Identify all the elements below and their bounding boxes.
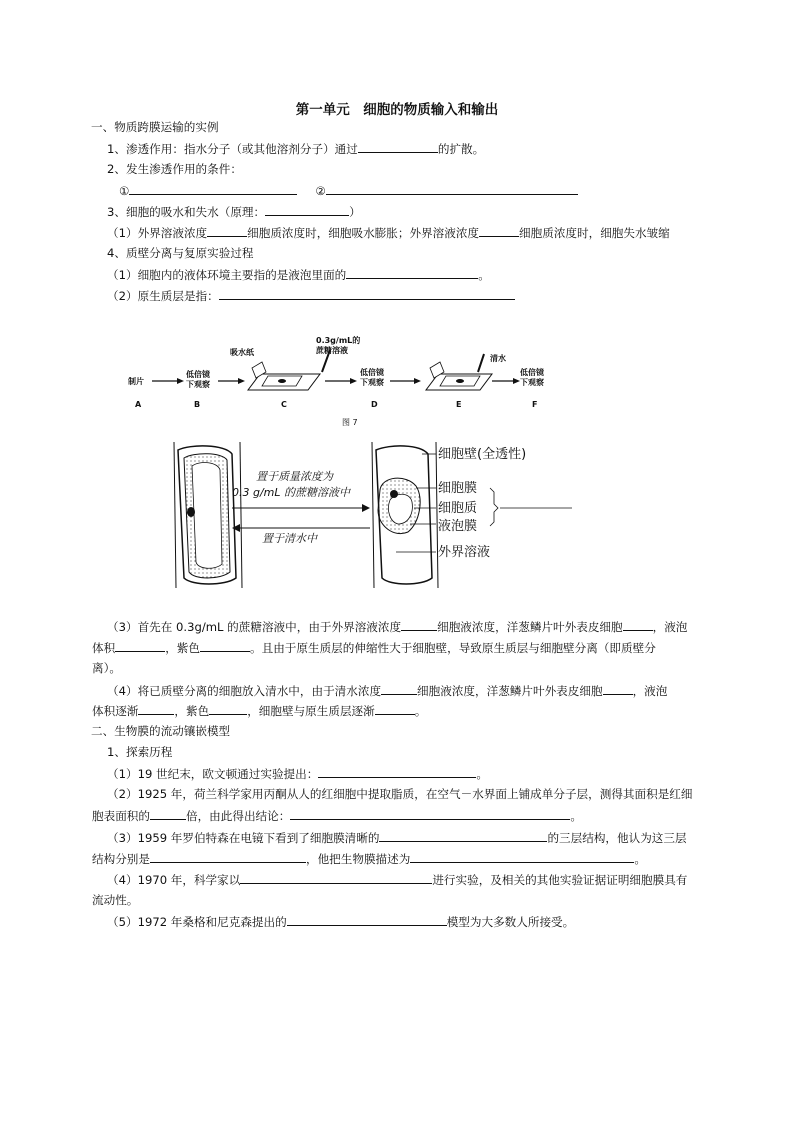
item-2-5 (107, 913, 574, 930)
label-outside-solution: 外界溶液 (438, 545, 491, 560)
text: 结构分别是 (92, 852, 150, 866)
label-d: D (371, 400, 378, 409)
text: （1）19 世纪末，欧文顿通过实验提出： (107, 767, 319, 781)
text: （5）1972 年桑格和尼克森提出的 (107, 915, 287, 929)
text: 的三层结构，他认为这三层 (547, 831, 687, 845)
text: 。且由于原生质层的伸缩性大于细胞壁，导致原生质层与细胞壁分离（即质壁分 (250, 641, 656, 655)
item-2-2-line-1: （2）1925 年，荷兰科学家用丙酮从人的红细胞中提取脂质，在空气－水界面上铺成单分子层，测得其面积是红细 (107, 787, 693, 801)
figure-caption: 图 7 (342, 418, 358, 427)
text: 进行实验，及相关的其他实验证据证明细胞膜具有 (432, 873, 688, 887)
paragraph-4-line-2 (92, 702, 426, 719)
text: 1、渗透作用：指水分子（或其他溶剂分子）通过 (107, 142, 358, 156)
answer-blank[interactable] (129, 182, 297, 195)
answer-blank[interactable] (200, 639, 250, 652)
text: （3）1959 年罗伯特森在电镜下看到了细胞膜清晰的 (107, 831, 380, 845)
answer-blank[interactable] (410, 850, 634, 863)
item-2-1 (107, 765, 488, 782)
text: （4）将已质壁分离的细胞放入清水中，由于清水浓度 (107, 684, 382, 698)
answer-blank[interactable] (603, 682, 633, 695)
question-1-1 (107, 140, 484, 157)
arrowhead (238, 378, 245, 384)
arrowhead (513, 378, 520, 384)
microscope-label-2: 下观察 (520, 378, 544, 387)
label-cell-membrane: 细胞膜 (438, 481, 478, 496)
vacuole-left (192, 463, 222, 569)
step-a-label: 制片 (128, 377, 144, 386)
neighbor-wall (174, 442, 176, 588)
answer-blank[interactable] (138, 702, 174, 715)
microscope-label-2: 下观察 (186, 380, 210, 389)
label-cytoplasm: 细胞质 (438, 501, 478, 516)
label-a: A (135, 400, 142, 409)
sample (456, 379, 464, 383)
answer-blank[interactable] (287, 913, 447, 926)
label-vacuole-membrane: 液泡膜 (438, 519, 478, 534)
label-e: E (456, 400, 462, 409)
answer-blank[interactable] (265, 203, 349, 216)
question-1-4-1 (107, 266, 490, 283)
question-1-4-2 (107, 287, 515, 304)
answer-blank[interactable] (379, 829, 547, 842)
answer-blank[interactable] (346, 266, 478, 279)
microscope-label-1: 低倍镜 (520, 368, 544, 377)
paragraph-3-line-1 (107, 618, 687, 635)
text: （2）原生质层是指： (107, 289, 219, 303)
arrowhead (350, 378, 357, 384)
text: 。 (570, 809, 582, 823)
text: ，紫色 (165, 641, 200, 655)
text: （1）细胞内的液体环境主要指的是液泡里面的 (107, 268, 347, 282)
answer-blank[interactable] (401, 618, 437, 631)
text: ，液泡 (632, 684, 668, 698)
arrow-right-label-1: 置于质量浓度为 (256, 470, 333, 483)
answer-blank[interactable] (381, 682, 417, 695)
label-c: C (281, 400, 287, 409)
nucleus-right (390, 490, 398, 498)
plasmolysis-cell-figure (170, 440, 590, 590)
answer-blank[interactable] (209, 702, 247, 715)
text: 细胞液浓度，洋葱鳞片叶外表皮细胞 (417, 684, 603, 698)
arrowhead (362, 504, 370, 512)
microscope-label-1: 低倍镜 (186, 370, 210, 379)
sample (278, 379, 286, 383)
question-1-3-1 (107, 224, 670, 241)
text: ，细胞壁与原生质层逐渐 (247, 704, 375, 718)
text: 的扩散。 (437, 142, 485, 156)
question-2-1: 1、探索历程 (107, 745, 173, 759)
text: 。 (476, 767, 488, 781)
answer-blank[interactable] (358, 140, 438, 153)
answer-blank[interactable] (150, 807, 186, 820)
arrowhead (177, 378, 184, 384)
text: 3、细胞的吸水和失水（原理： (107, 205, 266, 219)
label-b: B (194, 400, 201, 409)
answer-blank[interactable] (623, 618, 653, 631)
nucleus-left (187, 507, 195, 517)
solution-label-1: 0.3g/mL的 (316, 336, 361, 345)
item-2-2-line-2 (92, 807, 582, 824)
section-heading-1: 一、物质跨膜运输的实例 (91, 120, 219, 134)
answer-blank[interactable] (240, 871, 432, 884)
answer-blank[interactable] (479, 224, 519, 237)
arrowhead (414, 378, 421, 384)
text: 胞表面积的 (92, 809, 150, 823)
answer-blank[interactable] (318, 765, 476, 778)
dropper (478, 354, 484, 372)
question-1-3 (107, 203, 361, 220)
item-2-3-line-1 (107, 829, 687, 846)
answer-blank[interactable] (150, 850, 306, 863)
section-heading-2: 二、生物膜的流动镶嵌模型 (91, 724, 231, 738)
absorbent-paper-label: 吸水纸 (230, 348, 254, 357)
text: 倍，由此得出结论： (185, 809, 291, 823)
neighbor-wall (240, 442, 242, 588)
text: （3）首先在 0.3g/mL 的蔗糖溶液中，由于外界溶液浓度 (107, 620, 402, 634)
page-title: 第一单元 细胞的物质输入和输出 (295, 102, 499, 118)
label-f: F (532, 400, 538, 409)
experiment-procedure-figure (120, 328, 560, 428)
text: ） (349, 205, 361, 219)
text: ① (119, 184, 130, 198)
normal-cell (174, 442, 242, 588)
text: ，液泡 (652, 620, 688, 634)
text: 细胞质浓度时，细胞失水皱缩 (519, 226, 670, 240)
text: 细胞质浓度时，细胞吸水膨胀；外界溶液浓度 (247, 226, 480, 240)
paragraph-3-line-2 (92, 639, 656, 656)
text: 细胞液浓度，洋葱鳞片叶外表皮细胞 (437, 620, 623, 634)
text: ，他把生物膜描述为 (305, 852, 411, 866)
text: 。 (478, 268, 490, 282)
question-1-2: 2、发生渗透作用的条件： (107, 162, 242, 176)
answer-blank[interactable] (375, 702, 415, 715)
neighbor-wall (372, 442, 374, 588)
answer-blank[interactable] (290, 807, 570, 820)
plasmolyzed-cell (372, 442, 438, 588)
microscope-label-2: 下观察 (360, 378, 384, 387)
item-2-3-line-2 (92, 850, 646, 867)
question-1-4: 4、质壁分离与复原实验过程 (107, 246, 254, 260)
text: ② (315, 184, 326, 198)
text: 。 (634, 852, 646, 866)
text: 体积 (92, 641, 116, 655)
text: 。 (414, 704, 427, 718)
text: （1）外界溶液浓度 (107, 226, 208, 240)
paragraph-4-line-1 (107, 682, 667, 699)
label-cell-wall: 细胞壁(全透性) (438, 447, 527, 462)
text: （4）1970 年，科学家以 (107, 873, 241, 887)
answer-blank[interactable] (326, 182, 578, 195)
arrow-left-label: 置于清水中 (262, 532, 317, 545)
item-2-4-line-2: 流动性。 (92, 893, 139, 907)
conditions-row (119, 182, 578, 199)
item-2-4-line-1 (107, 871, 687, 888)
text: ，紫色 (174, 704, 210, 718)
answer-blank[interactable] (219, 287, 515, 300)
text: 模型为大多数人所接受。 (446, 915, 575, 929)
solution-label-2: 蔗糖溶液 (316, 346, 348, 355)
water-label: 清水 (490, 354, 506, 363)
answer-blank[interactable] (115, 639, 165, 652)
microscope-label-1: 低倍镜 (360, 368, 384, 377)
text: 体积逐渐 (92, 704, 139, 718)
arrow-right-label-2: 0.3 g/mL 的蔗糖溶液中 (232, 486, 351, 499)
paragraph-3-line-3: 离）。 (92, 661, 121, 675)
answer-blank[interactable] (207, 224, 247, 237)
